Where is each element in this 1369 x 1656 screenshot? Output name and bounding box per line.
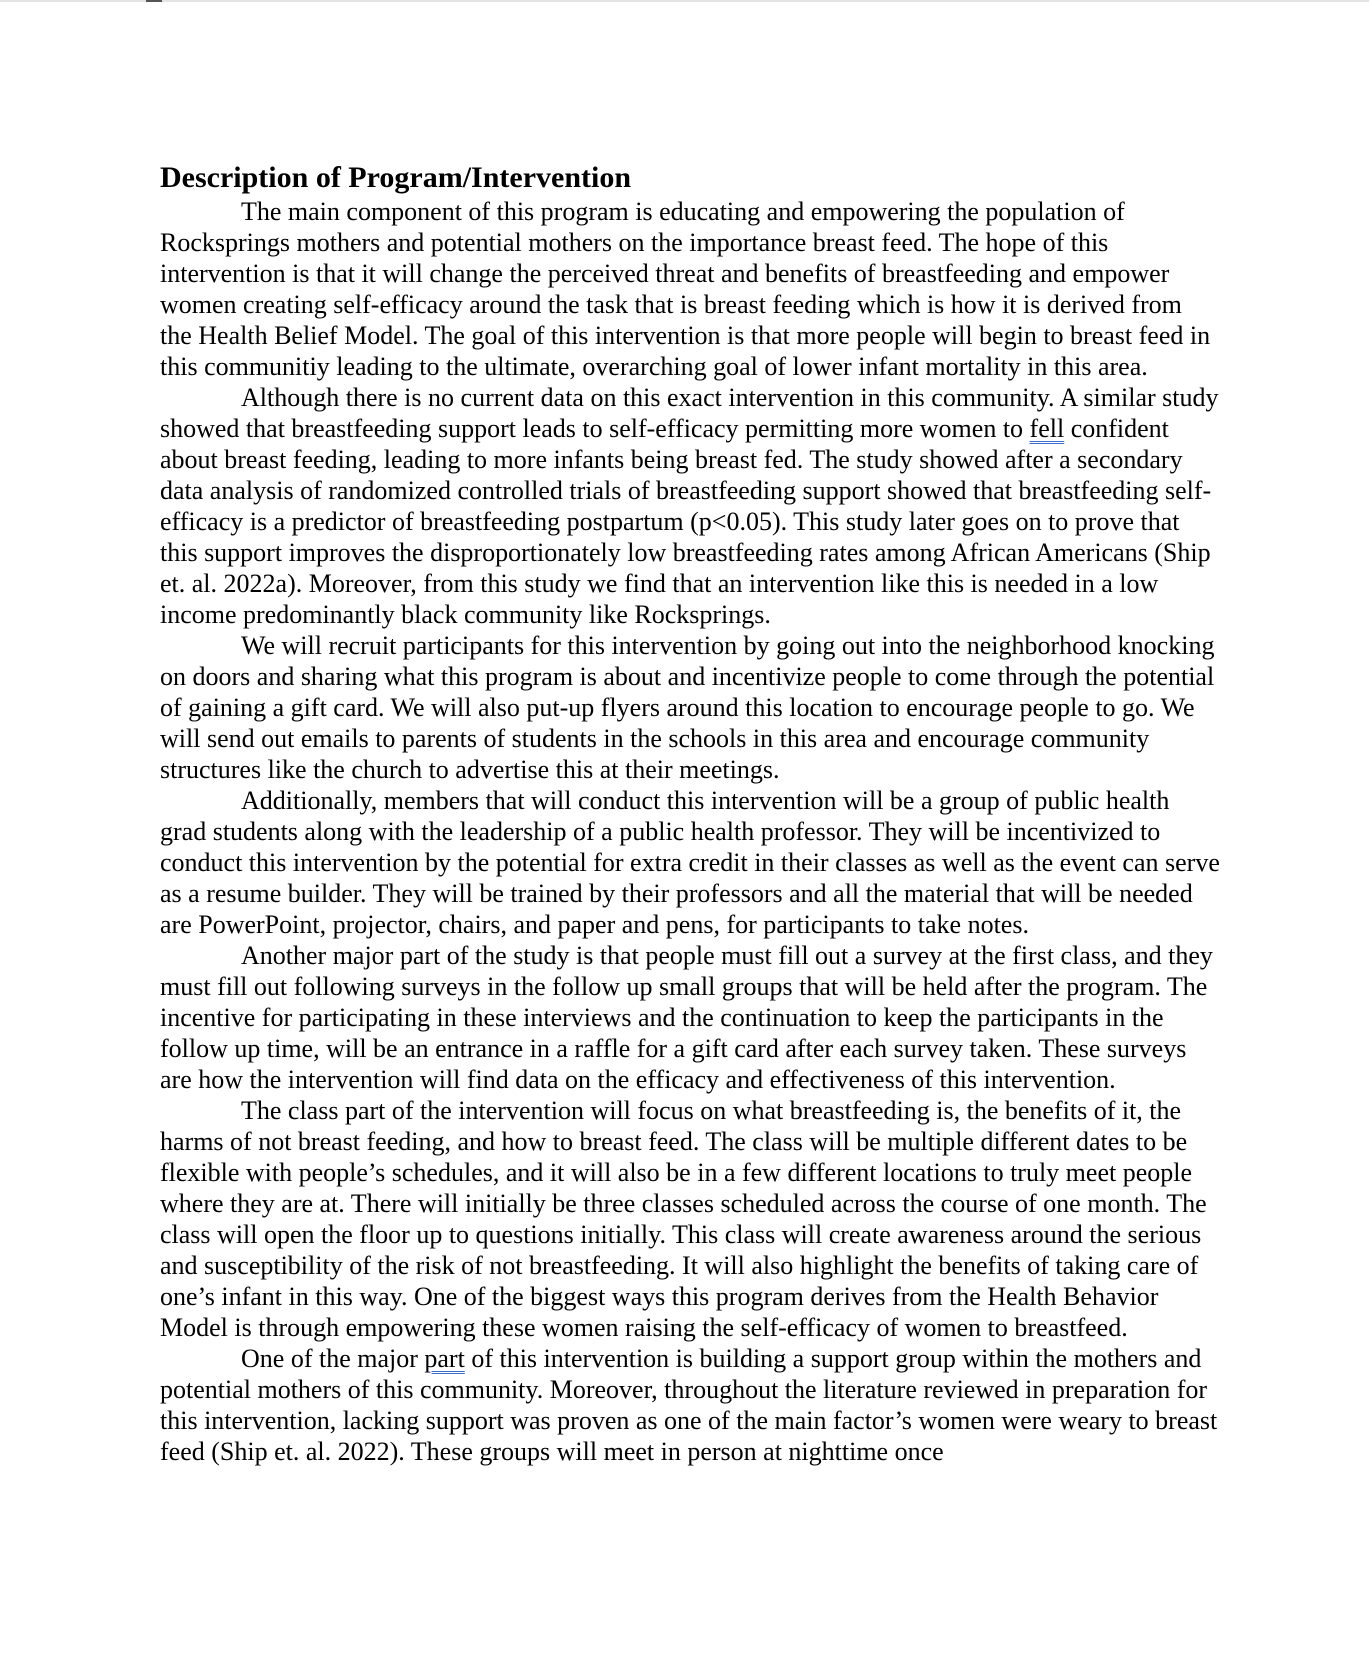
paragraph-text: Although there is no current data on this exact intervention in this community. A similar study showed that breastfeeding support leads to self-efficacy permitting more women to bbox=[160, 383, 1219, 443]
body-paragraph bbox=[160, 785, 1220, 940]
paragraph-text: We will recruit participants for this intervention by going out into the neighborhood knocking on doors and sharing what this program is about and incentivize people to come through the potential of gaining a gift card. We will also put-up flyers around this location to encourage people to go. We will send out emails to parents of students in the schools in this area and encourage community structures like the church to advertise this at their meetings. bbox=[160, 631, 1215, 784]
body-paragraph bbox=[160, 382, 1220, 630]
body-paragraph bbox=[160, 940, 1220, 1095]
document-page bbox=[160, 160, 1220, 1467]
paragraph-text: The main component of this program is educating and empowering the population of Rocksprings mothers and potential mothers on the importance breast feed. The hope of this intervention is that it will change the perceived threat and benefits of breastfeeding and empower women creating self-efficacy around the task that is breast feeding which is how it is derived from the Health Belief Model. The goal of this intervention is that more people will begin to breast feed in this communitiy leading to the ultimate, overarching goal of lower infant mortality in this area. bbox=[160, 197, 1211, 381]
body-paragraph bbox=[160, 1095, 1220, 1343]
paragraph-text: Another major part of the study is that people must fill out a survey at the first class, and they must fill out following surveys in the follow up small groups that will be held after the program. The incentive for participating in these interviews and the continuation to keep the participants in the follow up time, will be an entrance in a raffle for a gift card after each survey taken. These surveys are how the intervention will find data on the efficacy and effectiveness of this intervention. bbox=[160, 941, 1213, 1094]
document-body bbox=[160, 196, 1220, 1467]
page-top-edge bbox=[0, 0, 1369, 2]
paragraph-text: One of the major bbox=[241, 1344, 425, 1373]
paragraph-text: The class part of the intervention will focus on what breastfeeding is, the benefits of it, the harms of not breast feeding, and how to breast feed. The class will be multiple different dates to be flexible with people’s schedules, and it will also be in a few different locations to truly meet people where they are at. There will initially be three classes scheduled across the course of one month. The class will open the floor up to questions initially. This class will create awareness around the serious and susceptibility of the risk of not breastfeeding. It will also highlight the benefits of taking care of one’s infant in this way. One of the biggest ways this program derives from the Health Behavior Model is through empowering these women raising the self-efficacy of women to breastfeed. bbox=[160, 1096, 1207, 1342]
grammar-flagged-word[interactable]: fell bbox=[1029, 414, 1065, 443]
body-paragraph bbox=[160, 196, 1220, 382]
body-paragraph bbox=[160, 1343, 1220, 1467]
paragraph-text: of this intervention is building a support group within the mothers and potential mothers of this community. Moreover, throughout the literature reviewed in preparation for this intervention, lacking support was proven as one of the main factor’s women were weary to breast feed (Ship et. al. 2022). These groups will meet in person at nighttime once bbox=[160, 1344, 1218, 1466]
section-heading: Description of Program/Intervention bbox=[160, 161, 632, 194]
body-paragraph bbox=[160, 630, 1220, 785]
paragraph-text: confident about breast feeding, leading to more infants being breast fed. The study showed after a secondary data analysis of randomized controlled trials of breastfeeding support showed that breastfeeding self-efficacy is a predictor of breastfeeding postpartum (p<0.05). This study later goes on to prove that this support improves the disproportionately low breastfeeding rates among African Americans (Ship et. al. 2022a). Moreover, from this study we find that an intervention like this is needed in a low income predominantly black community like Rocksprings. bbox=[160, 414, 1212, 629]
paragraph-text: Additionally, members that will conduct this intervention will be a group of public health grad students along with the leadership of a public health professor. They will be incentivized to conduct this intervention by the potential for extra credit in their classes as well as the event can serve as a resume builder. They will be trained by their professors and all the material that will be needed are PowerPoint, projector, chairs, and paper and pens, for participants to take notes. bbox=[160, 786, 1220, 939]
grammar-flagged-word[interactable]: part bbox=[424, 1344, 465, 1373]
corner-mark bbox=[146, 0, 162, 2]
